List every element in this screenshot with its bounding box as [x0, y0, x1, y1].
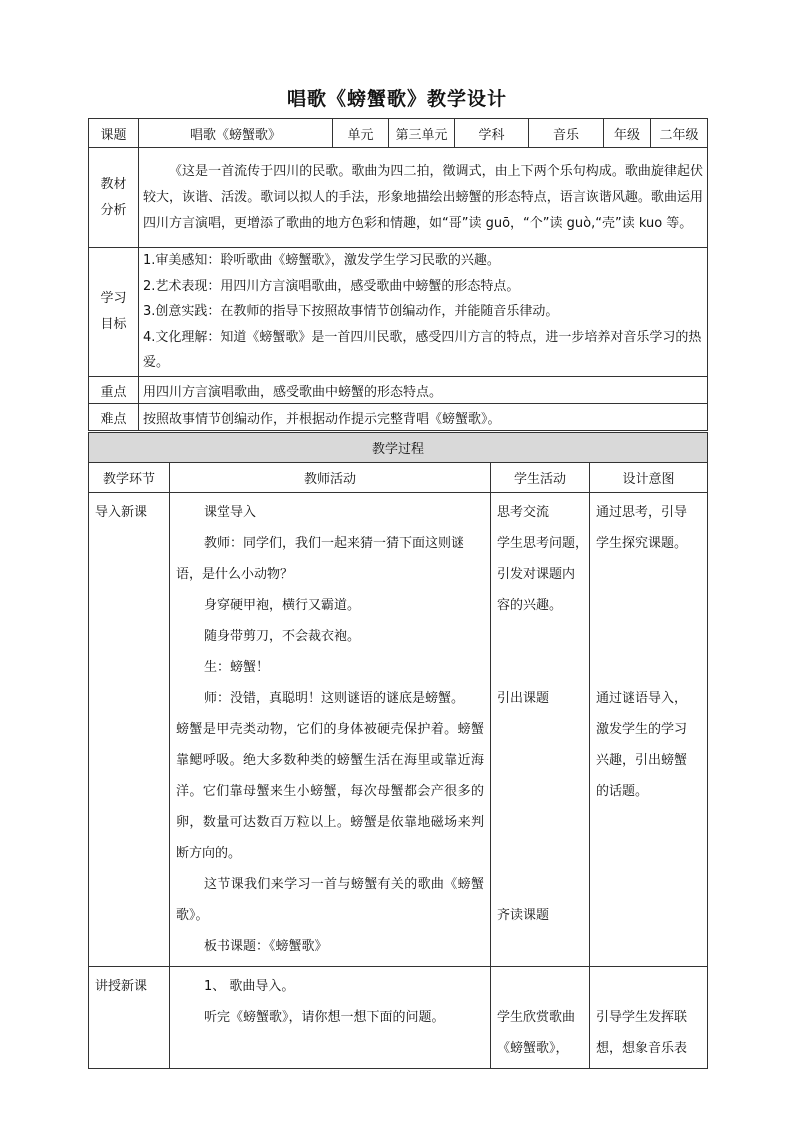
subject-value: 音乐	[529, 119, 604, 148]
intent-line: 的话题。	[596, 784, 649, 799]
analysis-label-line-2: 分析	[100, 202, 127, 218]
difficulty-row	[89, 404, 708, 431]
document-title: 唱歌《螃蟹歌》教学设计	[286, 88, 507, 110]
student-line: 思考交流	[497, 505, 550, 520]
analysis-text: 《这是一首流传于四川的民歌。歌曲为四二拍，徵调式，由上下两个乐句构成。歌曲旋律起伏较大，诙谐、活泼。歌词以拟人的手法，形象地描绘出螃蟹的形态特点，语言诙谐风趣。歌曲运用四川方言演唱，更增添了歌曲的地方色彩和情趣，如“哥”读 guō，“个”读 guò,“壳”读 kuo 等。	[139, 148, 708, 248]
teach-intent-cell	[590, 967, 708, 1069]
goal-item: 1.审美感知：聆听歌曲《螃蟹歌》，激发学生学习民歌的兴趣。	[143, 253, 500, 269]
student-line: 《螃蟹歌》，	[497, 1041, 569, 1056]
process-band-row	[89, 433, 708, 463]
intro-stage: 导入新课	[95, 505, 148, 520]
header-student: 学生活动	[491, 463, 590, 493]
intent-line: 通过思考，引导	[596, 505, 688, 520]
student-line: 学生思考问题，	[497, 536, 589, 551]
difficulty-label: 难点	[89, 404, 139, 431]
goal-item: 3.创意实践：在教师的指导下按照故事情节创编动作，并能随音乐律动。	[143, 304, 559, 320]
intent-line: 想，想象音乐表	[596, 1041, 688, 1056]
difficulty-text: 按照故事情节创编动作，并根据动作提示完整背唱《螃蟹歌》。	[139, 404, 708, 431]
header-intent: 设计意图	[590, 463, 708, 493]
teacher-paragraph: 这节课我们来学习一首与螃蟹有关的歌曲《螃蟹歌》。	[176, 877, 484, 923]
goals-row	[89, 248, 708, 377]
teacher-line: 课堂导入	[204, 505, 257, 520]
teacher-paragraph: 螃蟹是甲壳类动物，它们的身体被硬壳保护着。螃蟹靠鳃呼吸。绝大多数种类的螃蟹生活在海里或靠近海洋。它们靠母蟹来生小螃蟹，每次母蟹都会产很多的卵，数量可达数百万粒以上。螃蟹是依靠地磁场来判断方向的。	[176, 722, 484, 861]
unit-value: 第三单元	[389, 119, 455, 148]
teaching-process-table	[88, 432, 708, 1069]
goals-label-line-1: 学习	[100, 291, 127, 306]
goal-item: 2.艺术表现：用四川方言演唱歌曲，感受歌曲中螃蟹的形态特点。	[143, 278, 520, 294]
intent-line: 引导学生发挥联	[596, 1010, 688, 1025]
intro-row	[89, 493, 708, 967]
teacher-line: 听完《螃蟹歌》，请你想一想下面的问题。	[204, 1010, 445, 1025]
key-text: 用四川方言演唱歌曲，感受歌曲中螃蟹的形态特点。	[139, 377, 708, 404]
teacher-line: 板书课题：《螃蟹歌》	[204, 939, 328, 954]
intent-line: 兴趣，引出螃蟹	[596, 753, 688, 768]
intro-student-cell	[491, 493, 590, 967]
student-line: 引出课题	[497, 691, 550, 706]
student-line: 引发对课题内	[497, 567, 576, 582]
teacher-line: 身穿硬甲袍，横行又霸道。	[204, 598, 361, 613]
goal-item: 4.文化理解：知道《螃蟹歌》是一首四川民歌，感受四川方言的特点，进一步培养对音乐学习的热爱。	[143, 329, 702, 371]
student-line: 齐读课题	[497, 908, 550, 923]
grade-label: 年级	[604, 119, 651, 148]
process-band-title: 教学过程	[89, 433, 708, 463]
process-header-row	[89, 463, 708, 493]
unit-label: 单元	[333, 119, 389, 148]
intro-teacher-cell	[170, 493, 491, 967]
grade-value: 二年级	[651, 119, 708, 148]
course-value: 唱歌《螃蟹歌》	[139, 119, 333, 148]
subject-label: 学科	[455, 119, 529, 148]
intro-intent-cell	[590, 493, 708, 967]
key-label: 重点	[89, 377, 139, 404]
intent-line: 激发学生的学习	[596, 722, 688, 737]
student-line: 容的兴趣。	[497, 598, 563, 613]
intro-stage-cell	[89, 493, 170, 967]
info-row	[89, 119, 708, 148]
teacher-line: 随身带剪刀，不会裁衣袍。	[204, 629, 361, 644]
teach-teacher-cell	[170, 967, 491, 1069]
teach-stage-cell	[89, 967, 170, 1069]
header-teacher: 教师活动	[170, 463, 491, 493]
teacher-line: 1、 歌曲导入。	[204, 979, 295, 994]
lesson-info-table	[88, 118, 708, 431]
goals-label-line-2: 目标	[100, 317, 127, 332]
course-label: 课题	[89, 119, 139, 148]
header-stage: 教学环节	[89, 463, 170, 493]
analysis-label	[89, 148, 139, 248]
intent-line: 通过谜语导入，	[596, 691, 688, 706]
teacher-line: 语，是什么小动物？	[176, 567, 294, 582]
teacher-line: 教师：同学们，我们一起来猜一猜下面这则谜	[204, 536, 465, 551]
key-row	[89, 377, 708, 404]
intent-line: 学生探究课题。	[596, 536, 688, 551]
teach-row	[89, 967, 708, 1069]
analysis-label-line-1: 教材	[100, 176, 127, 192]
goals-list	[139, 248, 708, 377]
teacher-line: 生：螃蟹！	[204, 660, 270, 675]
student-line: 学生欣赏歌曲	[497, 1010, 576, 1025]
teacher-line: 师：没错，真聪明！这则谜语的谜底是螃蟹。	[204, 691, 465, 706]
teach-student-cell	[491, 967, 590, 1069]
teach-stage: 讲授新课	[95, 979, 148, 994]
analysis-row	[89, 148, 708, 248]
goals-label	[89, 248, 139, 377]
